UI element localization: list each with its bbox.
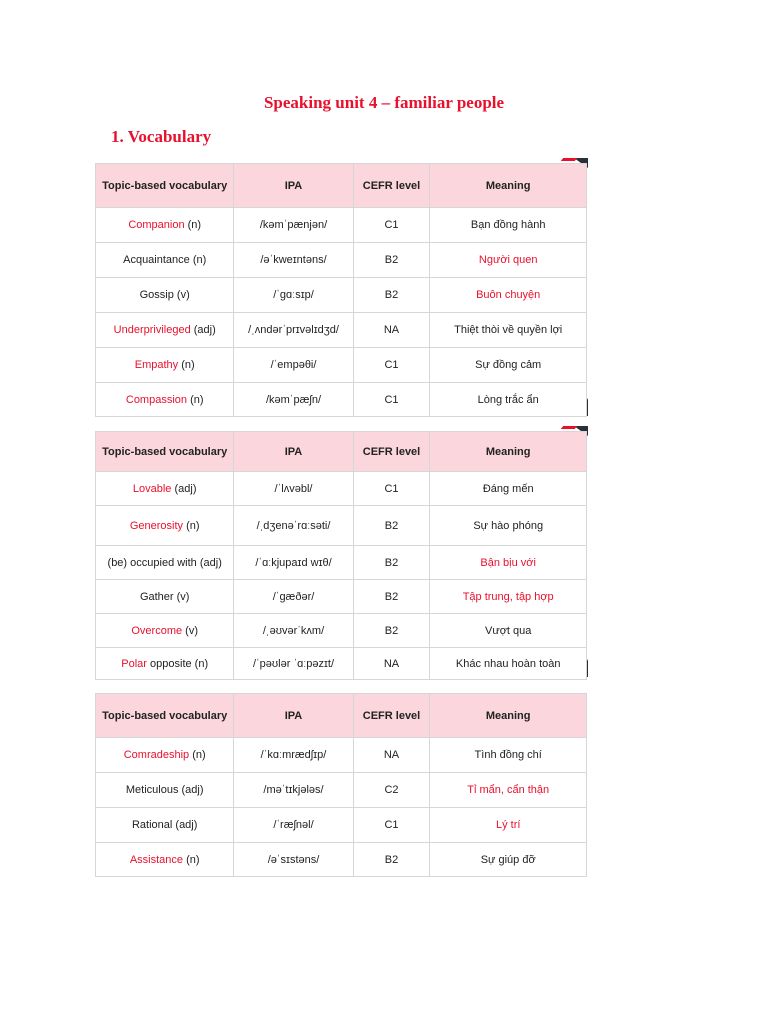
meaning-cell: Vượt qua	[430, 614, 587, 648]
ipa-cell: /ˌʌndərˈprɪvəlɪdʒd/	[234, 313, 353, 348]
cefr-cell: NA	[353, 648, 430, 680]
meaning-cell: Thiệt thòi về quyền lợi	[430, 313, 587, 348]
vocab-word: Polar	[121, 657, 147, 670]
vocab-cell	[96, 738, 234, 773]
ipa-cell: /əˈsɪstəns/	[234, 843, 353, 877]
part-of-speech: (n)	[183, 519, 200, 532]
vocab-table-1	[95, 163, 587, 417]
vocab-cell	[96, 313, 234, 348]
cefr-cell: C1	[353, 208, 430, 243]
vocab-cell	[96, 614, 234, 648]
part-of-speech: (n)	[183, 853, 200, 866]
meaning-cell: Tình đồng chí	[430, 738, 587, 773]
header-meaning: Meaning	[430, 432, 587, 472]
header-meaning: Meaning	[430, 164, 587, 208]
meaning-cell: Bạn đồng hành	[430, 208, 587, 243]
vocab-table-3	[95, 693, 587, 877]
meaning-cell: Khác nhau hoàn toàn	[430, 648, 587, 680]
meaning-cell: Tỉ mẩn, cẩn thận	[430, 773, 587, 808]
table-row	[96, 773, 587, 808]
ipa-cell: /ˈɑːkjupaɪd wɪθ/	[234, 546, 353, 580]
ipa-cell: /ˈpəʊlər ˈɑːpəzɪt/	[234, 648, 353, 680]
cefr-cell: C1	[353, 808, 430, 843]
table-row	[96, 546, 587, 580]
table-row	[96, 614, 587, 648]
vocab-word: Generosity	[129, 519, 184, 532]
vocab-word: Acquaintance	[123, 254, 190, 266]
vocab-word: Compassion	[125, 393, 188, 406]
part-of-speech: (adj)	[171, 482, 197, 495]
meaning-cell: Đáng mến	[430, 472, 587, 506]
header-ipa: IPA	[234, 694, 353, 738]
vocab-table-2	[95, 431, 587, 680]
table-row	[96, 580, 587, 614]
table-row	[96, 278, 587, 313]
part-of-speech: (adj)	[172, 819, 198, 831]
table-row	[96, 208, 587, 243]
vocab-cell	[96, 773, 234, 808]
ipa-cell: /ˈkɑːmrædʃɪp/	[234, 738, 353, 773]
header-ipa: IPA	[234, 432, 353, 472]
meaning-cell: Sự đồng cảm	[430, 348, 587, 383]
ipa-cell: /ˈempəθi/	[234, 348, 353, 383]
part-of-speech: (n)	[178, 359, 195, 371]
cefr-cell: C2	[353, 773, 430, 808]
vocab-word: (be) occupied with	[107, 556, 197, 569]
table-row	[96, 808, 587, 843]
header-cefr: CEFR level	[353, 694, 430, 738]
part-of-speech: (v)	[182, 624, 199, 637]
cefr-cell: C1	[353, 383, 430, 417]
table-header-row	[96, 432, 587, 472]
section-heading: 1. Vocabulary	[111, 127, 212, 146]
vocab-cell	[96, 580, 234, 614]
part-of-speech: (adj)	[178, 784, 204, 796]
table-row	[96, 843, 587, 877]
ipa-cell: /kəmˈpænjən/	[234, 208, 353, 243]
header-vocab: Topic-based vocabulary	[96, 694, 234, 738]
vocab-cell	[96, 243, 234, 278]
vocab-word: Rational	[131, 819, 173, 831]
meaning-cell: Bận bịu với	[430, 546, 587, 580]
table-row	[96, 506, 587, 546]
cefr-cell: B2	[353, 580, 430, 614]
vocab-word: Lovable	[132, 482, 172, 495]
vocab-word: Overcome	[131, 624, 183, 637]
cefr-cell: C1	[353, 348, 430, 383]
meaning-cell: Lòng trắc ẩn	[430, 383, 587, 417]
vocab-cell	[96, 472, 234, 506]
vocab-cell	[96, 546, 234, 580]
ipa-cell: /ˈgæðər/	[234, 580, 353, 614]
ipa-cell: /ˌdʒenəˈrɑːsəti/	[234, 506, 353, 546]
vocab-cell	[96, 278, 234, 313]
ipa-cell: /ˈgɑːsɪp/	[234, 278, 353, 313]
part-of-speech: (n)	[189, 254, 207, 266]
ipa-cell: /ˌəʊvərˈkʌm/	[234, 614, 353, 648]
part-of-speech: (adj)	[190, 324, 216, 336]
vocab-word: Companion	[128, 219, 185, 231]
ipa-cell: /əˈkweɪntəns/	[234, 243, 353, 278]
vocab-word: Assistance	[129, 853, 184, 866]
part-of-speech: (n)	[184, 219, 202, 231]
table-header-row	[96, 164, 587, 208]
table-row	[96, 313, 587, 348]
part-of-speech: opposite (n)	[146, 657, 209, 670]
ipa-cell: /kəmˈpæʃn/	[234, 383, 353, 417]
vocab-word: Gather	[139, 590, 174, 603]
part-of-speech: (v)	[173, 590, 190, 603]
ipa-cell: /ˈlʌvəbl/	[234, 472, 353, 506]
part-of-speech: (n)	[189, 749, 206, 761]
ipa-cell: /məˈtɪkjələs/	[234, 773, 353, 808]
meaning-cell: Sự giúp đỡ	[430, 843, 587, 877]
vocab-word: Meticulous	[125, 784, 179, 796]
meaning-cell: Lý trí	[430, 808, 587, 843]
vocab-cell	[96, 348, 234, 383]
vocab-cell	[96, 843, 234, 877]
meaning-cell: Buôn chuyện	[430, 278, 587, 313]
table-row	[96, 738, 587, 773]
vocab-word: Gossip	[139, 289, 174, 301]
header-ipa: IPA	[234, 164, 353, 208]
vocab-word: Empathy	[134, 359, 179, 371]
table-row	[96, 648, 587, 680]
cefr-cell: B2	[353, 843, 430, 877]
vocab-word: Underprivileged	[113, 324, 191, 336]
cefr-cell: NA	[353, 738, 430, 773]
meaning-cell: Người quen	[430, 243, 587, 278]
page-title: Speaking unit 4 – familiar people	[263, 93, 505, 112]
vocab-cell	[96, 506, 234, 546]
table-row	[96, 472, 587, 506]
meaning-cell: Sự hào phóng	[430, 506, 587, 546]
cefr-cell: NA	[353, 313, 430, 348]
vocab-cell	[96, 208, 234, 243]
table-row	[96, 383, 587, 417]
header-cefr: CEFR level	[353, 164, 430, 208]
cefr-cell: B2	[353, 278, 430, 313]
cefr-cell: B2	[353, 614, 430, 648]
vocab-cell	[96, 383, 234, 417]
cefr-cell: C1	[353, 472, 430, 506]
table-row	[96, 243, 587, 278]
vocab-cell	[96, 808, 234, 843]
table-header-row	[96, 694, 587, 738]
header-meaning: Meaning	[430, 694, 587, 738]
cefr-cell: B2	[353, 506, 430, 546]
header-vocab: Topic-based vocabulary	[96, 432, 234, 472]
header-vocab: Topic-based vocabulary	[96, 164, 234, 208]
part-of-speech: (n)	[187, 393, 204, 406]
meaning-cell: Tập trung, tập hợp	[430, 580, 587, 614]
vocab-word: Comradeship	[123, 749, 190, 761]
vocab-cell	[96, 648, 234, 680]
cefr-cell: B2	[353, 546, 430, 580]
cefr-cell: B2	[353, 243, 430, 278]
part-of-speech: (v)	[173, 289, 190, 301]
ipa-cell: /ˈræʃnəl/	[234, 808, 353, 843]
part-of-speech: (adj)	[196, 556, 222, 569]
header-cefr: CEFR level	[353, 432, 430, 472]
table-row	[96, 348, 587, 383]
